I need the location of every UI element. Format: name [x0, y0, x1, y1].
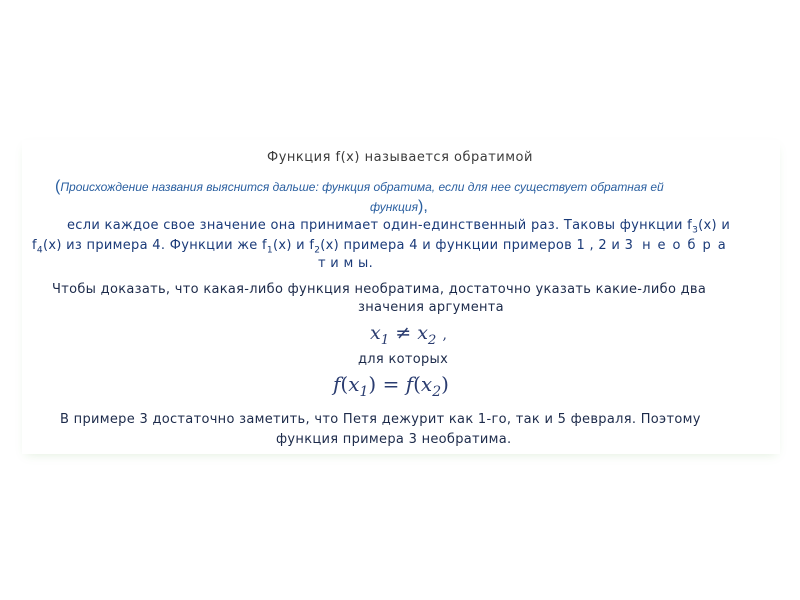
- subscript: 3: [692, 225, 699, 236]
- math-index: 1: [380, 332, 390, 348]
- math-var: x: [348, 372, 360, 396]
- parenthetical-note-line-1: [55, 178, 664, 196]
- math-index: 2: [432, 384, 442, 400]
- proof-line-2: значения аргумента: [358, 300, 504, 315]
- equality-formula: $f(x_1) = f(x_2)$: [333, 372, 449, 400]
- math-var: x: [420, 372, 433, 396]
- definition-text: т и м ы.: [318, 256, 374, 271]
- page-title: Функция f(x) называется обратимой: [267, 150, 533, 165]
- parenthetical-text-1: Происхождение названия выяснится дальше: функция обратима, если для нее существует обратная ей: [60, 180, 664, 194]
- definition-line-1: [67, 218, 730, 236]
- math-index: 1: [359, 384, 369, 400]
- for-which-label: для которых: [358, 352, 449, 367]
- math-comma: ,: [442, 327, 447, 343]
- math-var: x: [417, 322, 428, 344]
- definition-text: если каждое свое значение она принимает один-единственный раз. Таковы функции f: [67, 218, 693, 233]
- math-func: f: [333, 372, 341, 396]
- math-func: f: [405, 372, 414, 396]
- definition-text: (x) примера 4 и функции примеров 1 , 2 и 3: [320, 238, 634, 253]
- definition-text: (x) и f: [272, 238, 315, 253]
- subscript: 1: [266, 245, 273, 256]
- math-var: x: [370, 322, 381, 344]
- subscript: 4: [36, 245, 43, 256]
- open-paren: (: [55, 178, 61, 195]
- parenthetical-text-2: функция: [370, 200, 418, 214]
- proof-line-1: Чтобы доказать, что какая-либо функция необратима, достаточно указать какие-либо два: [52, 282, 707, 297]
- definition-line-3: [318, 256, 373, 271]
- inequality-formula: [370, 322, 447, 348]
- spaced-word: необра: [642, 238, 733, 253]
- definition-text: f: [32, 238, 37, 253]
- example-line-2: функция примера 3 необратима.: [276, 432, 512, 447]
- parenthetical-note-line-2: [370, 198, 428, 216]
- example-line-1: В примере 3 достаточно заметить, что Петя дежурит как 1-го, так и 5 февраля. Поэтому: [60, 412, 701, 427]
- math-index: 2: [427, 332, 437, 348]
- not-equal-sign: ≠: [395, 322, 412, 344]
- definition-line-2: [32, 238, 733, 256]
- definition-text: (x) и: [698, 218, 731, 233]
- close-paren: ),: [417, 198, 428, 215]
- definition-text: (x) из примера 4. Функции же f: [42, 238, 267, 253]
- subscript: 2: [314, 245, 321, 256]
